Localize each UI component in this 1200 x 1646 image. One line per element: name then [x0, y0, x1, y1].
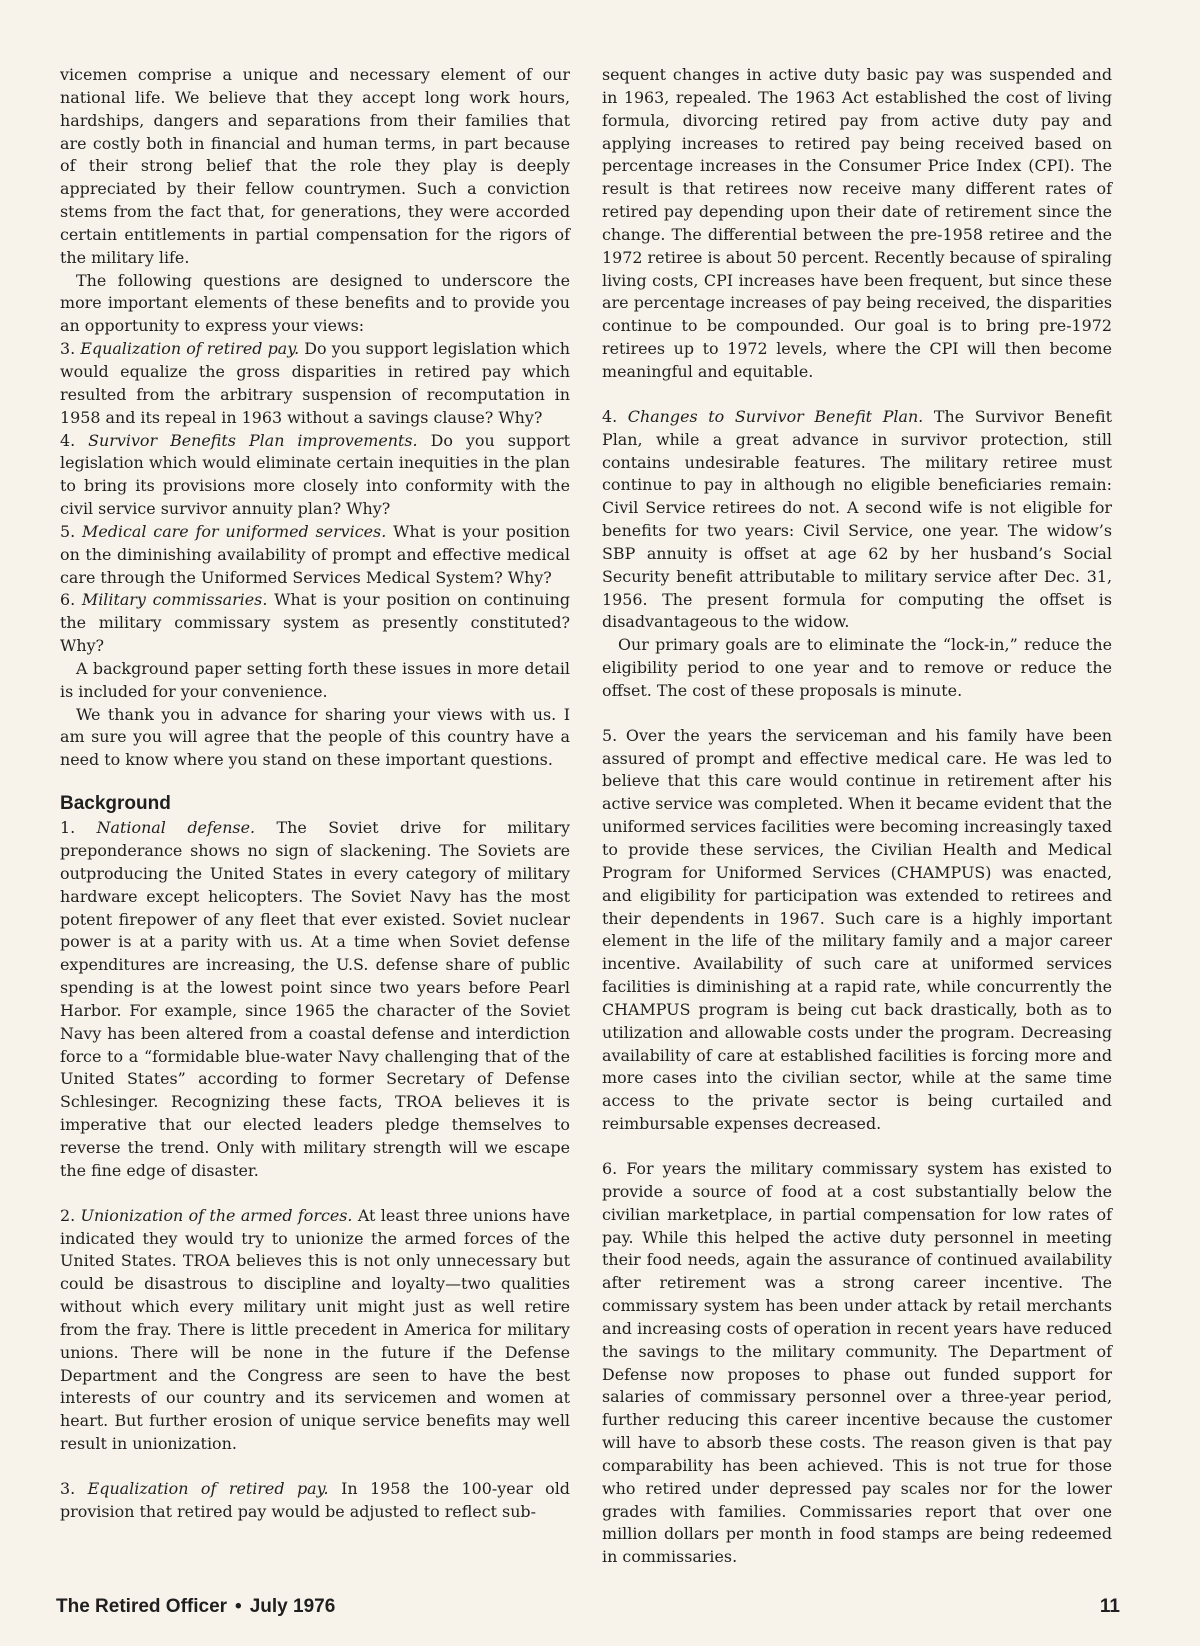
- question-4-title: Survivor Benefits Plan improvements.: [88, 430, 418, 450]
- intro-paragraph-2: The following questions are designed to underscore the more important elements of these benefits and to provide you an opportunity to express your views:: [60, 270, 570, 336]
- background-item-3-title: Equalization of retired pay.: [87, 1478, 329, 1498]
- background-item-4-title: Changes to Survivor Benefit Plan.: [627, 406, 924, 426]
- background-item-4: 4. Changes to Survivor Benefit Plan. The Survivor Benefit Plan, while a great advance in survivor protection, still contains undesirable features. The military retiree must continue to pay in although no eligible beneficiaries remain: Civil Service retirees do not. A second wife is not eligible for benefits for two years: Civil Service, one year. The widow’s SBP annuity is offset at age 62 by her husband’s Social Security benefit attributable to military service after Dec. 31, 1956. The present formula for computing the offset is disadvantageous to the widow.: [602, 406, 1112, 632]
- thanks-paragraph: We thank you in advance for sharing your views with us. I am sure you will agree that the people of this country have a need to know where you stand on these important questions.: [60, 704, 570, 770]
- page-number: 11: [1099, 1596, 1120, 1617]
- left-column: [60, 64, 570, 1524]
- background-item-3: 3. Equalization of retired pay. In 1958 the 100-year old provision that retired pay would be adjusted to reflect sub-: [60, 1478, 570, 1521]
- question-3-title: Equalization of retired pay.: [80, 339, 300, 359]
- issue-date: July 1976: [249, 1596, 336, 1617]
- footer-publication-line: [56, 1596, 335, 1618]
- question-3: 3. Equalization of retired pay. Do you support legislation which would equalize the gross disparities in retired pay which resulted from the arbitrary suspension of recomputation in 1958 and its repeal in 1963 without a savings clause? Why?: [60, 339, 570, 427]
- question-5: 5. Medical care for uniformed services. What is your position on the diminishing availability of prompt and effective medical care through the Uniformed Services Medical System? Why?: [60, 521, 571, 587]
- background-item-1: 1. National defense. The Soviet drive for military preponderance shows no sign of slackening. The Soviets are outproducing the United States in every category of military hardware except helicopters. The Soviet Navy has the most potent firepower of any fleet that ever existed. Soviet nuclear power is at a parity with us. At a time when Soviet defense expenditures are increasing, the U.S. defense share of public spending is at the lowest point since two years before Pearl Harbor. For example, since 1965 the character of the Soviet Navy has been altered from a coastal defense and interdiction force to a “formidable blue-water Navy challenging that of the United States” according to former Secretary of Defense Schlesinger. Recognizing these facts, TROA believes it is imperative that our elected leaders pledge themselves to reverse the trend. Only with military strength will we escape the fine edge of disaster.: [60, 818, 570, 1180]
- question-6: 6. Military commissaries. What is your position on continuing the military commissary system as presently constituted? Why?: [60, 590, 571, 656]
- question-6-title: Military commissaries.: [81, 590, 268, 610]
- question-5-title: Medical care for uniformed services.: [82, 521, 387, 541]
- question-4: 4. Survivor Benefits Plan improvements. Do you support legislation which would eliminate certain inequities in the plan to bring its provisions more closely into conformity with the civil service survivor annuity plan? Why?: [60, 430, 570, 519]
- background-item-6: 6. For years the military commissary system has existed to provide a source of food at a cost substantially below the civilian marketplace, in partial compensation for low rates of pay. While this helped the active duty personnel in meeting their food needs, again the assurance of continued availability after retirement was a strong career incentive. The commissary system has been under attack by retail merchants and increasing costs of operation in recent years have reduced the savings to the military community. The Department of Defense now proposes to phase out funded support for salaries of commissary personnel over a three-year period, further reducing this career incentive because the customer will have to absorb these costs. The reason given is that pay comparability has been achieved. This is not true for those who retired under depressed pay scales nor for the lower grades with families. Commissaries report that over one million dollars per month in food stamps are being redeemed in commissaries.: [602, 1158, 1112, 1567]
- intro-paragraph-1: vicemen comprise a unique and necessary element of our national life. We believe that they accept long work hours, hardships, dangers and separations from their families that are costly both in financial and human terms, in part because of their strong belief that the role they play is deeply appreciated by their fellow countrymen. Such a conviction stems from the fact that, for generations, they were accorded certain entitlements in partial compensation for the rigors of the military life.: [60, 65, 570, 267]
- background-item-5: 5. Over the years the serviceman and his family have been assured of prompt and effective medical care. He was led to believe that this care would continue in retirement after his active service was completed. When it became evident that the uniformed services facilities were becoming increasingly taxed to provide these services, the Civilian Health and Medical Program for Uniformed Services (CHAMPUS) was enacted, and eligibility for participation was extended to retirees and their dependents in 1967. Such care is a highly important element in the life of the military family and a major career incentive. Availability of such care at uniformed services facilities is diminishing at a rapid rate, while concurrently the CHAMPUS program is being cut back drastically, both as to utilization and allowable costs under the program. Decreasing availability of care at established facilities is forcing more and more cases into the civilian sector, while at the same time access to the private sector is being curtailed and reimbursable expenses decreased.: [602, 725, 1112, 1134]
- background-item-2: 2. Unionization of the armed forces. At least three unions have indicated they would try to unionize the armed forces of the United States. TROA believes this is not only unnecessary but could be disastrous to discipline and loyalty—two qualities without which every military unit might just as well retire from the fray. There is little precedent in America for military unions. There will be none in the future if the Defense Department and the Congress are seen to have the best interests of our country and its servicemen and women at heart. But further erosion of unique service benefits may well result in unionization.: [60, 1205, 570, 1454]
- background-item-4-goals: Our primary goals are to eliminate the “lock-in,” reduce the eligibility period to one year and to remove or reduce the offset. The cost of these proposals is minute.: [602, 635, 1112, 700]
- bullet-separator: •: [235, 1596, 242, 1617]
- background-heading: Background: [60, 793, 171, 815]
- publication-title: The Retired Officer: [56, 1596, 228, 1617]
- background-item-3-continued: sequent changes in active duty basic pay was suspended and in 1963, repealed. The 1963 Act established the cost of living formula, divorcing retired pay from active duty pay and applying increases to retired pay being received based on percentage increases in the Consumer Price Index (CPI). The result is that retirees now receive many different rates of retired pay depending upon their date of retirement since the change. The differential between the pre-1958 retiree and the 1972 retiree is about 50 percent. Recently because of spiraling living costs, CPI increases have been frequent, but since these are percentage increases of pay being received, the disparities continue to be compounded. Our goal is to bring pre-1972 retirees up to 1972 levels, where the CPI will then become meaningful and equitable.: [602, 65, 1112, 381]
- page-footer: [56, 1596, 1120, 1628]
- right-column: [602, 64, 1112, 1569]
- background-item-1-title: National defense.: [96, 818, 256, 838]
- background-paper-paragraph: A background paper setting forth these issues in more detail is included for your convenience.: [60, 658, 570, 701]
- background-item-2-title: Unionization of the armed forces.: [80, 1205, 353, 1225]
